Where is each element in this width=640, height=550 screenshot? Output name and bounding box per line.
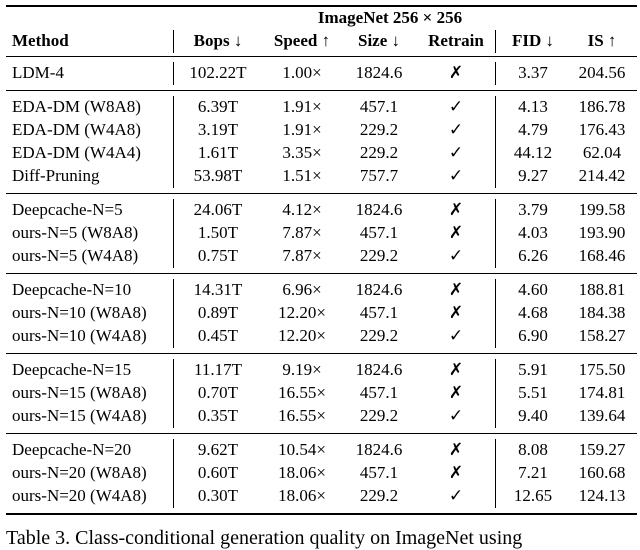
value-cell: 229.2 [359, 143, 399, 162]
table-rule [6, 5, 637, 7]
value-cell: 229.2 [359, 326, 399, 345]
value-cell: ✗ [448, 63, 464, 82]
value-cell: 457.1 [359, 303, 399, 322]
method-cell: ours-N=15 (W8A8) [12, 383, 147, 402]
column-divider [495, 62, 496, 85]
value-cell: ✗ [448, 303, 464, 322]
value-cell: 0.75T [197, 246, 239, 265]
method-cell: Deepcache-N=15 [12, 360, 132, 379]
value-cell: 16.55× [278, 406, 326, 425]
value-cell: ✓ [448, 166, 464, 185]
value-cell: 204.56 [578, 63, 626, 82]
column-header: Bops ↓ [193, 31, 243, 50]
value-cell: 1.50T [197, 223, 239, 242]
column-divider [173, 199, 174, 268]
value-cell: 176.43 [578, 120, 626, 139]
method-cell: Diff-Pruning [12, 166, 100, 185]
value-cell: 7.87× [282, 246, 322, 265]
value-cell: 1824.6 [355, 280, 403, 299]
table-rule [6, 193, 637, 194]
value-cell: 0.30T [197, 486, 239, 505]
value-cell: 10.54× [278, 440, 326, 459]
value-cell: 184.38 [578, 303, 626, 322]
value-cell: 14.31T [193, 280, 243, 299]
value-cell: 158.27 [578, 326, 626, 345]
value-cell: ✗ [448, 383, 464, 402]
column-header: IS ↑ [587, 31, 617, 50]
value-cell: 159.27 [578, 440, 626, 459]
value-cell: 0.35T [197, 406, 239, 425]
method-cell: Deepcache-N=5 [12, 200, 123, 219]
method-cell: ours-N=5 (W8A8) [12, 223, 139, 242]
value-cell: 160.68 [578, 463, 626, 482]
value-cell: 1824.6 [355, 440, 403, 459]
value-cell: ✓ [448, 246, 464, 265]
value-cell: 457.1 [359, 383, 399, 402]
method-cell: ours-N=10 (W8A8) [12, 303, 147, 322]
value-cell: 457.1 [359, 463, 399, 482]
column-header: Speed ↑ [273, 31, 331, 50]
method-cell: ours-N=10 (W4A8) [12, 326, 147, 345]
value-cell: 8.08 [518, 440, 548, 459]
value-cell: ✗ [448, 280, 464, 299]
value-cell: 229.2 [359, 406, 399, 425]
column-header: Size ↓ [357, 31, 401, 50]
value-cell: 757.7 [359, 166, 399, 185]
column-divider [495, 279, 496, 348]
value-cell: 6.26 [518, 246, 548, 265]
value-cell: ✗ [448, 360, 464, 379]
value-cell: 12.20× [278, 303, 326, 322]
value-cell: 0.60T [197, 463, 239, 482]
value-cell: 12.65 [513, 486, 553, 505]
method-cell: LDM-4 [12, 63, 64, 82]
value-cell: 457.1 [359, 223, 399, 242]
method-cell: ours-N=20 (W8A8) [12, 463, 147, 482]
column-divider [495, 199, 496, 268]
value-cell: 1824.6 [355, 360, 403, 379]
value-cell: 3.79 [518, 200, 548, 219]
value-cell: 4.68 [518, 303, 548, 322]
column-divider [173, 62, 174, 85]
table-rule [6, 353, 637, 354]
value-cell: 229.2 [359, 120, 399, 139]
value-cell: 174.81 [578, 383, 626, 402]
table-caption: Table 3. Class-conditional generation quality on ImageNet using [6, 527, 523, 549]
column-divider [495, 96, 496, 188]
table-rule [6, 513, 637, 515]
value-cell: 1824.6 [355, 200, 403, 219]
method-cell: EDA-DM (W8A8) [12, 97, 141, 116]
value-cell: 4.60 [518, 280, 548, 299]
column-divider [173, 279, 174, 348]
value-cell: ✗ [448, 223, 464, 242]
method-cell: ours-N=20 (W4A8) [12, 486, 147, 505]
column-header: Method [12, 31, 69, 50]
value-cell: ✗ [448, 463, 464, 482]
value-cell: 0.70T [197, 383, 239, 402]
value-cell: 5.51 [518, 383, 548, 402]
method-cell: Deepcache-N=10 [12, 280, 132, 299]
value-cell: 18.06× [278, 486, 326, 505]
column-divider [173, 359, 174, 428]
value-cell: 188.81 [578, 280, 626, 299]
method-cell: ours-N=5 (W4A8) [12, 246, 139, 265]
value-cell: 1.00× [282, 63, 322, 82]
value-cell: ✗ [448, 440, 464, 459]
value-cell: 24.06T [193, 200, 243, 219]
value-cell: 3.19T [197, 120, 239, 139]
value-cell: 53.98T [193, 166, 243, 185]
column-header: FID ↓ [511, 31, 555, 50]
value-cell: 6.96× [282, 280, 322, 299]
column-header: Retrain [428, 31, 484, 50]
value-cell: 9.62T [197, 440, 239, 459]
value-cell: 139.64 [578, 406, 626, 425]
column-divider [173, 439, 174, 508]
method-cell: Deepcache-N=20 [12, 440, 132, 459]
value-cell: 9.19× [282, 360, 322, 379]
value-cell: 229.2 [359, 486, 399, 505]
value-cell: 1.91× [282, 97, 322, 116]
value-cell: ✓ [448, 486, 464, 505]
column-divider [495, 30, 496, 53]
value-cell: 1.61T [197, 143, 239, 162]
value-cell: 102.22T [189, 63, 247, 82]
value-cell: 0.45T [197, 326, 239, 345]
method-cell: EDA-DM (W4A8) [12, 120, 141, 139]
value-cell: 7.87× [282, 223, 322, 242]
value-cell: 1.91× [282, 120, 322, 139]
value-cell: 18.06× [278, 463, 326, 482]
value-cell: ✓ [448, 97, 464, 116]
value-cell: 11.17T [193, 360, 242, 379]
value-cell: 3.35× [282, 143, 322, 162]
value-cell: 6.90 [518, 326, 548, 345]
value-cell: 4.13 [518, 97, 548, 116]
method-cell: EDA-DM (W4A4) [12, 143, 141, 162]
value-cell: 9.27 [518, 166, 548, 185]
value-cell: ✓ [448, 326, 464, 345]
value-cell: 7.21 [518, 463, 548, 482]
value-cell: 175.50 [578, 360, 626, 379]
value-cell: ✗ [448, 200, 464, 219]
value-cell: 193.90 [578, 223, 626, 242]
value-cell: 186.78 [578, 97, 626, 116]
table-rule [6, 90, 637, 91]
table-rule [6, 433, 637, 434]
column-divider [173, 96, 174, 188]
value-cell: 5.91 [518, 360, 548, 379]
value-cell: 44.12 [513, 143, 553, 162]
table-supertitle: ImageNet 256 × 256 [317, 8, 463, 27]
value-cell: 12.20× [278, 326, 326, 345]
value-cell: ✓ [448, 143, 464, 162]
value-cell: 168.46 [578, 246, 626, 265]
value-cell: 3.37 [518, 63, 548, 82]
value-cell: 16.55× [278, 383, 326, 402]
value-cell: 9.40 [518, 406, 548, 425]
value-cell: 4.79 [518, 120, 548, 139]
value-cell: 214.42 [578, 166, 626, 185]
column-divider [495, 439, 496, 508]
method-cell: ours-N=15 (W4A8) [12, 406, 147, 425]
column-divider [495, 359, 496, 428]
value-cell: 199.58 [578, 200, 626, 219]
value-cell: 1.51× [282, 166, 322, 185]
value-cell: 0.89T [197, 303, 239, 322]
table-rule [6, 273, 637, 274]
table-rule [6, 56, 637, 57]
value-cell: 62.04 [582, 143, 622, 162]
value-cell: 124.13 [578, 486, 626, 505]
value-cell: 4.03 [518, 223, 548, 242]
value-cell: 6.39T [197, 97, 239, 116]
value-cell: 4.12× [282, 200, 322, 219]
value-cell: 457.1 [359, 97, 399, 116]
column-divider [173, 30, 174, 53]
value-cell: 229.2 [359, 246, 399, 265]
value-cell: ✓ [448, 120, 464, 139]
value-cell: ✓ [448, 406, 464, 425]
value-cell: 1824.6 [355, 63, 403, 82]
